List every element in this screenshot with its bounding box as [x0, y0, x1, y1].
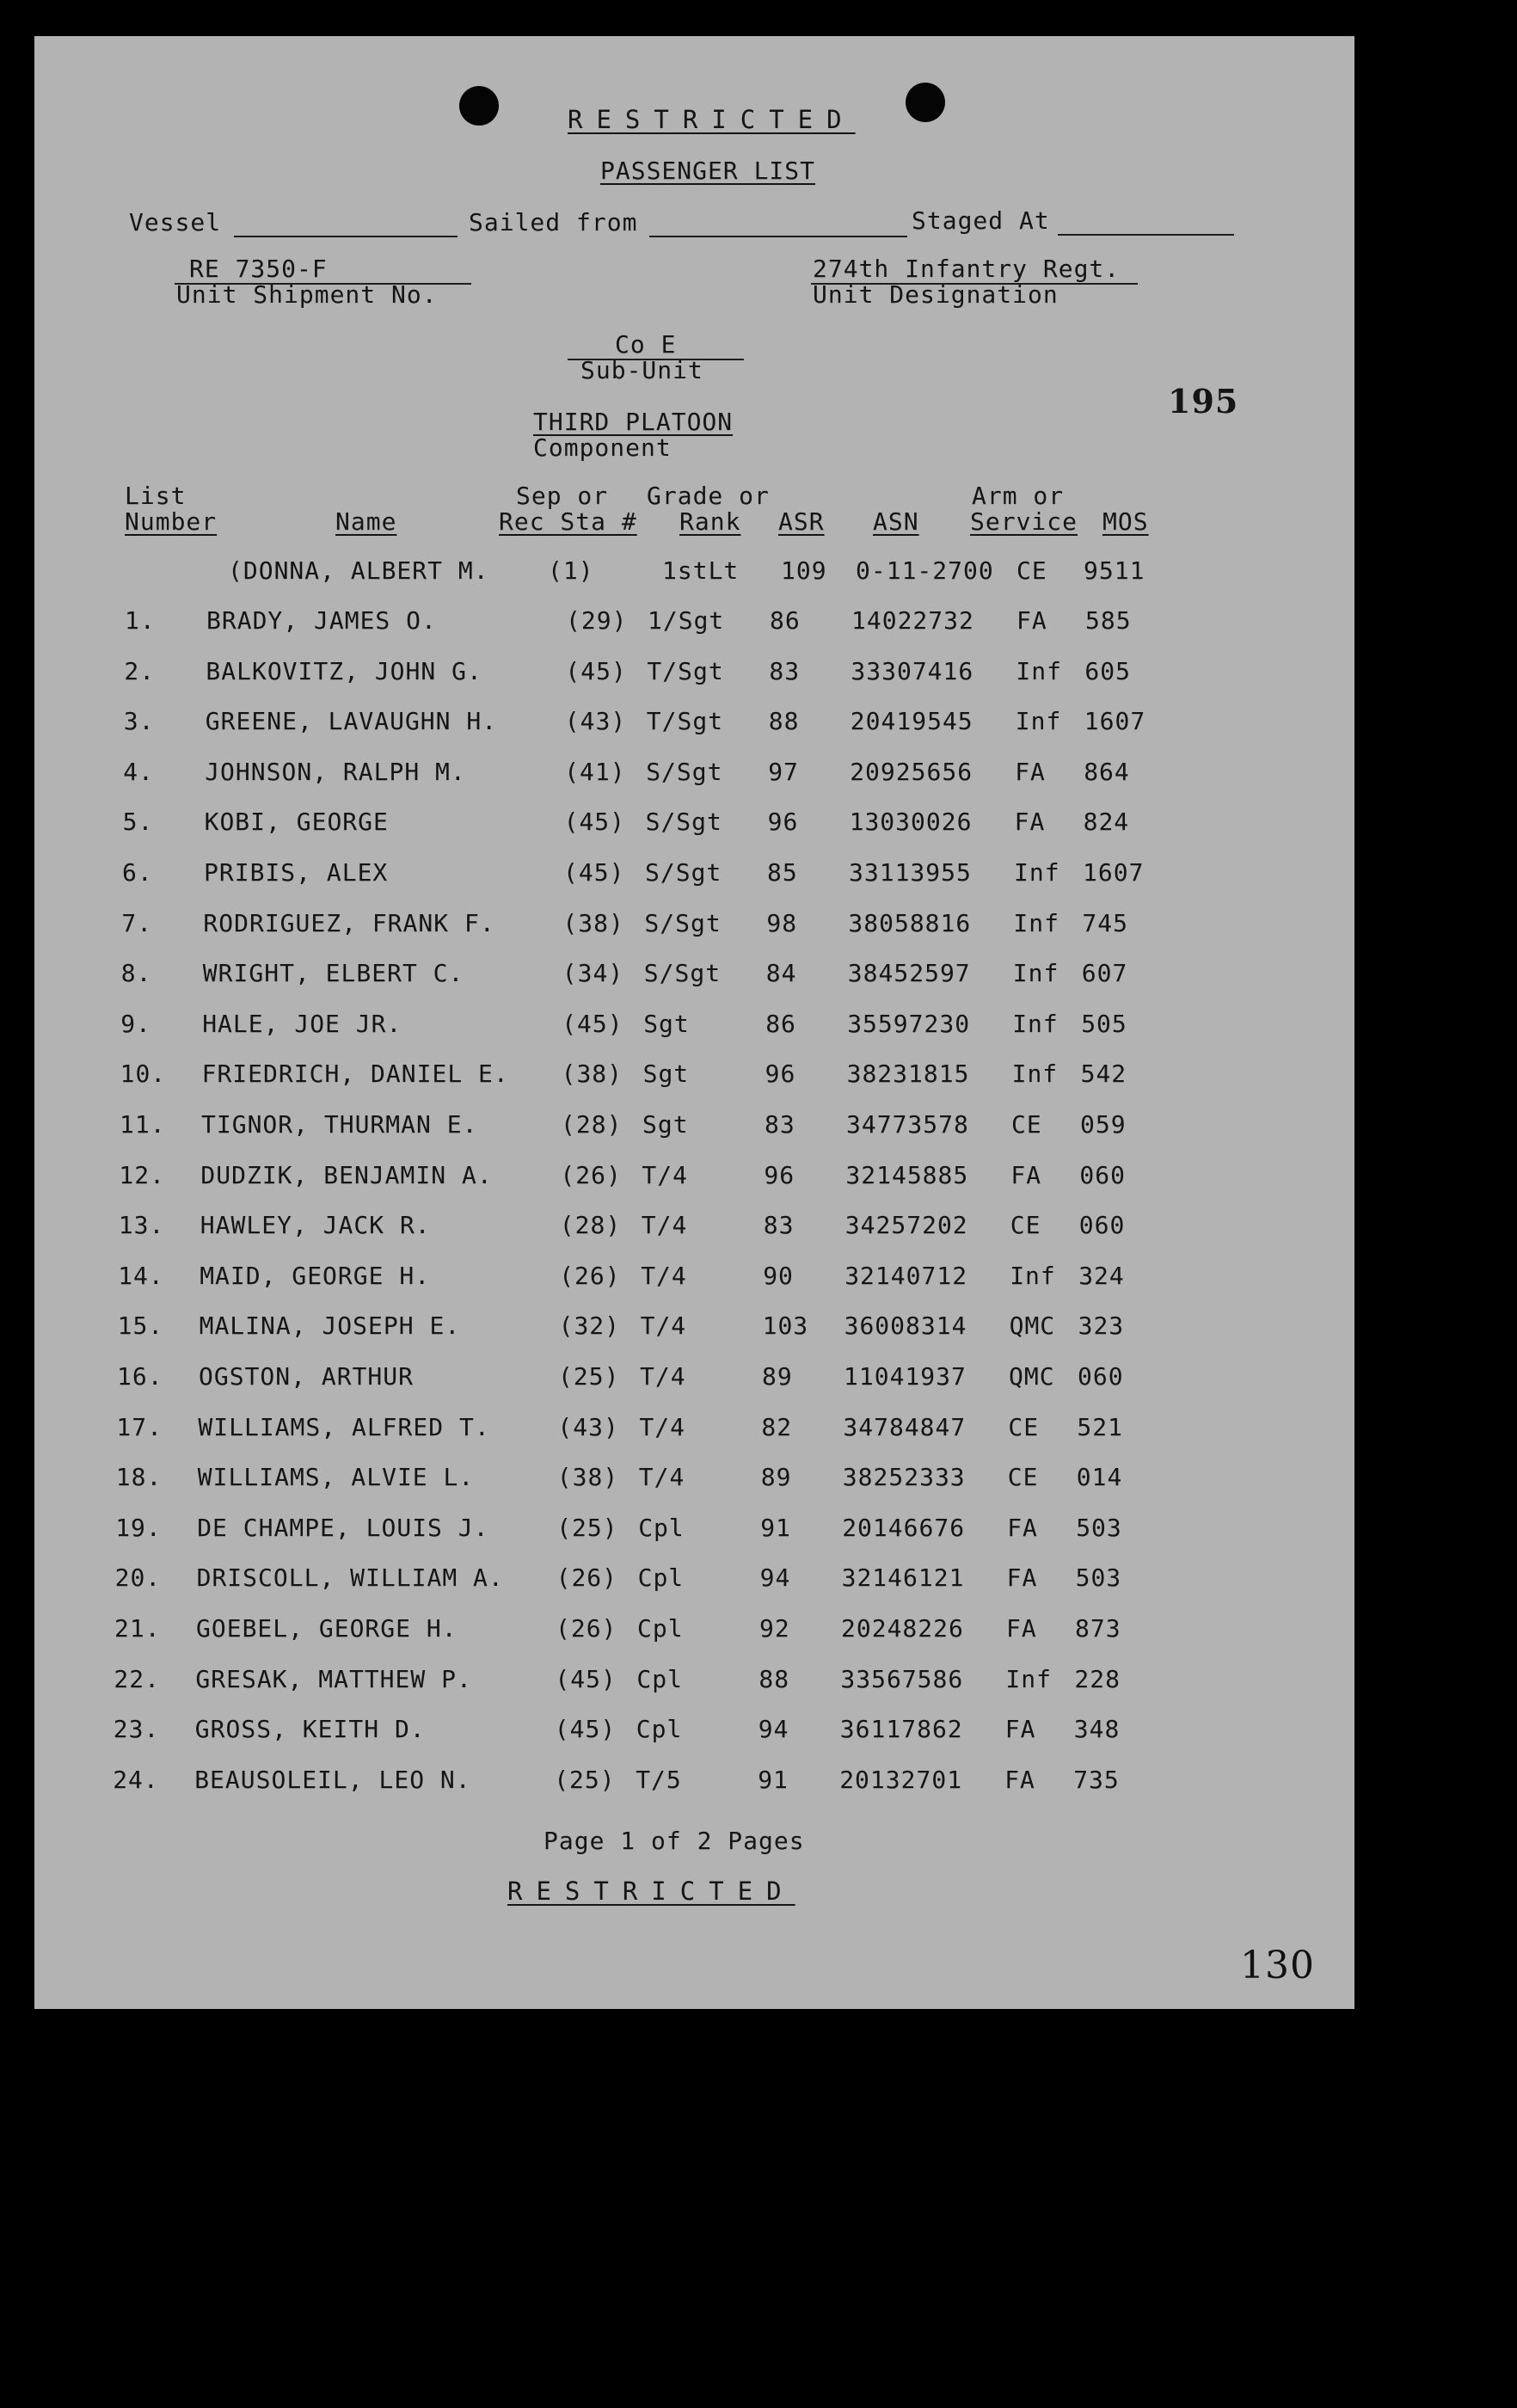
sub-unit-label: Sub-Unit [580, 356, 703, 384]
officer-grade: 1stLt [662, 556, 740, 585]
sub-unit-value: Co E [615, 330, 677, 359]
unit-designation-value: 274th Infantry Regt. [813, 255, 1121, 283]
col-sep-rec-2: Rec Sta # [499, 507, 637, 536]
sailed-from-blank [649, 236, 907, 237]
cell-mos: 824 [1083, 808, 1130, 837]
staged-at-blank [1058, 234, 1234, 236]
cell-asn: 36008314 [844, 1312, 967, 1341]
col-grade-1: Grade or [647, 482, 770, 510]
table-row [34, 1563, 1354, 1613]
cell-asr: 91 [760, 1513, 791, 1542]
cell-asr: 89 [762, 1362, 793, 1391]
table-row [34, 1362, 1354, 1412]
cell-asr: 89 [760, 1463, 792, 1492]
table-row [34, 1211, 1354, 1261]
cell-list-number: 19. [115, 1513, 162, 1542]
cell-sep-rec-sta: (26) [556, 1614, 617, 1643]
cell-mos: 503 [1075, 1563, 1122, 1593]
cell-name: DUDZIK, BENJAMIN A. [200, 1160, 493, 1189]
cell-grade: S/Sgt [644, 908, 722, 937]
cell-asr: 92 [759, 1614, 790, 1643]
punch-hole-left [459, 86, 499, 126]
cell-name: DE CHAMPE, LOUIS J. [197, 1513, 489, 1542]
cell-name: BALKOVITZ, JOHN G. [206, 656, 482, 685]
stamp-number: 195 [1168, 382, 1239, 421]
cell-name: WRIGHT, ELBERT C. [202, 959, 464, 988]
col-asr: ASR [778, 507, 825, 536]
cell-asn: 20248226 [841, 1614, 964, 1643]
table-row [34, 758, 1354, 808]
cell-name: HALE, JOE JR. [202, 1009, 402, 1038]
cell-mos: 1607 [1084, 707, 1146, 736]
cell-asn: 34784847 [843, 1412, 967, 1441]
cell-list-number: 5. [122, 808, 154, 837]
cell-arm-service: CE [1007, 1463, 1039, 1492]
vessel-label: Vessel [129, 208, 222, 236]
table-row [34, 606, 1354, 656]
cell-arm-service: Inf [1013, 908, 1059, 937]
cell-grade: T/4 [641, 1261, 687, 1290]
cell-asr: 86 [770, 606, 801, 635]
col-arm-1: Arm or [972, 482, 1065, 510]
cell-grade: T/4 [641, 1211, 688, 1240]
cell-name: OGSTON, ARTHUR [199, 1362, 415, 1391]
cell-arm-service: Inf [1016, 656, 1062, 685]
cell-arm-service: Inf [1014, 858, 1060, 887]
cell-name: BEAUSOLEIL, LEO N. [194, 1765, 471, 1794]
table-row [34, 1010, 1354, 1060]
cell-asn: 14022732 [851, 606, 974, 635]
cell-list-number: 11. [120, 1110, 166, 1139]
table-row [34, 657, 1354, 707]
unit-shipment-no-value: RE 7350-F [189, 255, 328, 283]
cell-list-number: 23. [113, 1715, 160, 1744]
table-row [34, 1766, 1354, 1815]
cell-list-number: 7. [121, 908, 153, 937]
cell-grade: T/4 [642, 1160, 688, 1189]
cell-mos: 060 [1078, 1211, 1126, 1240]
cell-list-number: 9. [120, 1009, 151, 1038]
vessel-blank [234, 236, 458, 237]
col-list-number-1: List [125, 482, 187, 510]
cell-name: MAID, GEORGE H. [200, 1261, 431, 1290]
cell-mos: 605 [1084, 656, 1131, 685]
col-grade-2: Rank [679, 507, 741, 536]
cell-mos: 324 [1078, 1261, 1125, 1290]
cell-grade: S/Sgt [645, 858, 722, 887]
cell-asn: 34257202 [844, 1211, 968, 1240]
cell-arm-service: Inf [1011, 1060, 1059, 1089]
cell-arm-service: CE [1008, 1412, 1040, 1441]
officer-name: (DONNA, ALBERT M. [228, 556, 489, 585]
cell-list-number: 18. [115, 1463, 163, 1492]
cell-grade: T/4 [640, 1312, 687, 1341]
cell-asr: 94 [758, 1715, 789, 1744]
col-name: Name [335, 507, 397, 536]
handwritten-note: 130 [1240, 1944, 1315, 1987]
cell-asn: 11041937 [844, 1362, 967, 1391]
cell-grade: Sgt [642, 1060, 690, 1089]
cell-grade: S/Sgt [646, 757, 723, 786]
cell-sep-rec-sta: (34) [562, 959, 624, 988]
cell-grade: S/Sgt [645, 808, 722, 837]
cell-sep-rec-sta: (45) [563, 858, 625, 887]
cell-sep-rec-sta: (29) [566, 606, 628, 635]
cell-list-number: 13. [118, 1211, 165, 1240]
cell-mos: 503 [1076, 1513, 1122, 1542]
cell-sep-rec-sta: (32) [558, 1312, 621, 1341]
col-arm-2: Service [970, 507, 1078, 536]
table-row [34, 1312, 1354, 1361]
cell-grade: T/4 [640, 1362, 686, 1391]
cell-asn: 32145885 [845, 1160, 969, 1189]
cell-mos: 348 [1073, 1715, 1121, 1744]
cell-name: GROSS, KEITH D. [194, 1715, 426, 1744]
cell-grade: Cpl [638, 1513, 685, 1542]
table-row [34, 1110, 1354, 1160]
table-row [34, 1463, 1354, 1513]
cell-arm-service: CE [1011, 1110, 1042, 1139]
cell-mos: 1607 [1083, 858, 1145, 887]
table-row [34, 1413, 1354, 1463]
cell-mos: 323 [1078, 1312, 1125, 1341]
cell-asn: 32146121 [841, 1563, 965, 1593]
cell-name: HAWLEY, JACK R. [200, 1211, 431, 1240]
cell-list-number: 2. [124, 656, 156, 685]
cell-sep-rec-sta: (26) [556, 1563, 618, 1593]
officer-asr: 109 [781, 556, 827, 585]
cell-list-number: 6. [122, 858, 153, 887]
cell-sep-rec-sta: (38) [561, 1060, 623, 1089]
cell-asr: 85 [767, 858, 798, 887]
cell-arm-service: Inf [1012, 959, 1059, 988]
cell-asn: 13030026 [849, 808, 973, 837]
cell-arm-service: Inf [1012, 1009, 1059, 1038]
cell-sep-rec-sta: (28) [559, 1211, 622, 1240]
cell-arm-service: FA [1016, 606, 1047, 635]
cell-arm-service: Inf [1010, 1261, 1056, 1290]
cell-grade: 1/Sgt [648, 606, 725, 635]
cell-asr: 88 [758, 1664, 790, 1693]
cell-list-number: 15. [117, 1312, 164, 1341]
table-row [34, 1614, 1354, 1664]
cell-grade: Sgt [642, 1110, 689, 1139]
cell-asn: 38252333 [842, 1463, 966, 1492]
cell-asn: 38231815 [846, 1060, 970, 1089]
cell-asr: 88 [768, 707, 800, 736]
cell-arm-service: Inf [1005, 1664, 1052, 1693]
cell-list-number: 10. [120, 1060, 167, 1089]
cell-asr: 96 [765, 1060, 796, 1089]
staged-at-label: Staged At [912, 206, 1050, 235]
cell-sep-rec-sta: (25) [554, 1765, 616, 1794]
officer-mos: 9511 [1084, 556, 1145, 585]
cell-asr: 94 [759, 1563, 791, 1593]
cell-asr: 84 [765, 959, 797, 988]
cell-name: KOBI, GEORGE [204, 808, 389, 837]
cell-list-number: 24. [113, 1765, 159, 1794]
cell-sep-rec-sta: (28) [561, 1110, 623, 1139]
cell-asn: 36117862 [839, 1715, 963, 1744]
table-row [34, 1060, 1354, 1109]
cell-arm-service: FA [1006, 1614, 1037, 1643]
cell-arm-service: FA [1004, 1765, 1035, 1794]
cell-arm-service: FA [1014, 808, 1046, 837]
cell-list-number: 12. [119, 1160, 165, 1189]
cell-asn: 20146676 [842, 1513, 966, 1542]
cell-asr: 82 [761, 1412, 793, 1441]
cell-mos: 864 [1084, 757, 1130, 786]
cell-sep-rec-sta: (45) [555, 1664, 617, 1693]
cell-grade: Sgt [643, 1009, 690, 1038]
cell-mos: 505 [1081, 1009, 1127, 1038]
cell-grade: Cpl [637, 1563, 685, 1593]
cell-asn: 33567586 [840, 1664, 964, 1693]
cell-asr: 83 [769, 656, 801, 685]
cell-mos: 060 [1079, 1160, 1126, 1189]
cell-name: PRIBIS, ALEX [204, 858, 389, 887]
table-row [34, 858, 1354, 908]
table-row [34, 959, 1354, 1009]
cell-arm-service: QMC [1009, 1362, 1055, 1391]
cell-grade: T/Sgt [646, 707, 724, 736]
component-value: THIRD PLATOON [533, 408, 734, 436]
cell-asn: 34773578 [846, 1110, 969, 1139]
col-asn: ASN [873, 507, 919, 536]
cell-sep-rec-sta: (41) [564, 757, 626, 786]
cell-sep-rec-sta: (45) [554, 1715, 617, 1744]
officer-row [34, 556, 1354, 606]
table-row [34, 808, 1354, 857]
officer-arm: CE [1016, 556, 1047, 585]
table-row [34, 1715, 1354, 1765]
cell-arm-service: FA [1015, 757, 1046, 786]
officer-sep: (1) [548, 556, 594, 585]
cell-name: RODRIGUEZ, FRANK F. [203, 908, 495, 937]
cell-arm-service: QMC [1009, 1312, 1056, 1341]
cell-name: GREENE, LAVAUGHN H. [205, 707, 498, 736]
cell-name: WILLIAMS, ALVIE L. [197, 1463, 475, 1492]
cell-mos: 542 [1080, 1060, 1127, 1089]
table-row [34, 1262, 1354, 1312]
punch-hole-right [906, 83, 945, 122]
cell-mos: 521 [1077, 1412, 1123, 1441]
cell-name: MALINA, JOSEPH E. [199, 1312, 461, 1341]
cell-asr: 91 [758, 1765, 789, 1794]
cell-mos: 585 [1085, 606, 1132, 635]
table-row [34, 707, 1354, 757]
cell-asn: 38058816 [848, 908, 972, 937]
cell-sep-rec-sta: (38) [556, 1463, 619, 1492]
cell-sep-rec-sta: (38) [562, 908, 624, 937]
cell-grade: Cpl [637, 1614, 684, 1643]
cell-asn: 33307416 [851, 656, 974, 685]
col-list-number-2: Number [125, 507, 218, 536]
cell-list-number: 21. [114, 1614, 161, 1643]
cell-grade: S/Sgt [643, 959, 722, 988]
cell-asn: 20419545 [850, 707, 973, 736]
cell-asr: 96 [764, 1160, 795, 1189]
table-row [34, 1665, 1354, 1715]
cell-mos: 060 [1078, 1362, 1124, 1391]
unit-shipment-no-label: Unit Shipment No. [176, 280, 438, 309]
cell-asr: 96 [767, 808, 799, 837]
cell-asr: 83 [763, 1211, 795, 1240]
restricted-footer: RESTRICTED [507, 1877, 795, 1906]
cell-grade: T/4 [639, 1412, 685, 1441]
cell-arm-service: FA [1006, 1563, 1038, 1593]
cell-name: DRISCOLL, WILLIAM A. [196, 1563, 504, 1593]
cell-sep-rec-sta: (26) [560, 1160, 622, 1189]
cell-name: GRESAK, MATTHEW P. [195, 1664, 472, 1693]
cell-mos: 735 [1073, 1765, 1120, 1794]
cell-grade: Cpl [636, 1715, 683, 1744]
page-count: Page 1 of 2 Pages [544, 1827, 805, 1855]
cell-mos: 059 [1080, 1110, 1127, 1139]
cell-arm-service: FA [1007, 1513, 1038, 1542]
officer-asn: 0-11-2700 [856, 556, 994, 585]
cell-sep-rec-sta: (45) [563, 808, 626, 837]
cell-list-number: 8. [120, 959, 152, 988]
cell-asr: 103 [762, 1312, 809, 1341]
cell-sep-rec-sta: (25) [558, 1362, 620, 1391]
col-sep-rec-1: Sep or [516, 482, 609, 510]
cell-mos: 607 [1081, 959, 1128, 988]
cell-list-number: 3. [123, 707, 155, 736]
cell-name: BRADY, JAMES O. [206, 606, 437, 635]
cell-asr: 97 [768, 757, 799, 786]
cell-sep-rec-sta: (25) [556, 1513, 618, 1542]
restricted-header: RESTRICTED [568, 105, 856, 134]
cell-mos: 228 [1074, 1664, 1121, 1693]
cell-list-number: 1. [125, 606, 156, 635]
unit-designation-label: Unit Designation [813, 280, 1059, 309]
cell-asn: 20132701 [839, 1765, 963, 1794]
cell-list-number: 16. [117, 1362, 163, 1391]
table-row [34, 1514, 1354, 1563]
cell-asn: 38452597 [847, 959, 971, 988]
cell-name: GOEBEL, GEORGE H. [196, 1614, 458, 1643]
table-row [34, 909, 1354, 959]
cell-asr: 98 [766, 908, 798, 937]
cell-sep-rec-sta: (43) [557, 1412, 619, 1441]
cell-list-number: 22. [114, 1664, 160, 1693]
cell-name: FRIEDRICH, DANIEL E. [201, 1060, 509, 1089]
cell-grade: T/Sgt [647, 656, 724, 685]
cell-name: TIGNOR, THURMAN E. [201, 1110, 478, 1139]
cell-list-number: 4. [123, 757, 154, 786]
cell-list-number: 17. [116, 1412, 163, 1441]
cell-list-number: 20. [114, 1563, 162, 1593]
cell-sep-rec-sta: (26) [559, 1261, 621, 1290]
sailed-from-label: Sailed from [469, 208, 638, 236]
cell-mos: 873 [1075, 1614, 1121, 1643]
cell-grade: T/4 [638, 1463, 685, 1492]
col-mos: MOS [1102, 507, 1149, 536]
document-page [34, 36, 1354, 2009]
component-label: Component [533, 433, 672, 462]
cell-arm-service: Inf [1015, 707, 1062, 736]
table-row [34, 1161, 1354, 1211]
cell-asn: 32140712 [844, 1261, 968, 1290]
cell-sep-rec-sta: (43) [564, 707, 627, 736]
cell-asr: 83 [765, 1110, 795, 1139]
cell-arm-service: FA [1010, 1160, 1042, 1189]
cell-arm-service: FA [1004, 1715, 1036, 1744]
cell-arm-service: CE [1010, 1211, 1041, 1240]
cell-asr: 90 [763, 1261, 794, 1290]
cell-list-number: 14. [118, 1261, 164, 1290]
cell-asr: 86 [765, 1009, 796, 1038]
cell-name: JOHNSON, RALPH M. [205, 757, 466, 786]
cell-sep-rec-sta: (45) [562, 1009, 623, 1038]
cell-asn: 33113955 [849, 858, 972, 887]
cell-grade: T/5 [636, 1765, 682, 1794]
cell-asn: 20925656 [850, 757, 973, 786]
cell-asn: 35597230 [847, 1009, 971, 1038]
cell-grade: Cpl [636, 1664, 683, 1693]
cell-sep-rec-sta: (45) [565, 656, 627, 685]
document-title: PASSENGER LIST [600, 157, 816, 185]
cell-mos: 014 [1076, 1463, 1123, 1492]
cell-mos: 745 [1082, 908, 1128, 937]
cell-name: WILLIAMS, ALFRED T. [198, 1412, 490, 1441]
